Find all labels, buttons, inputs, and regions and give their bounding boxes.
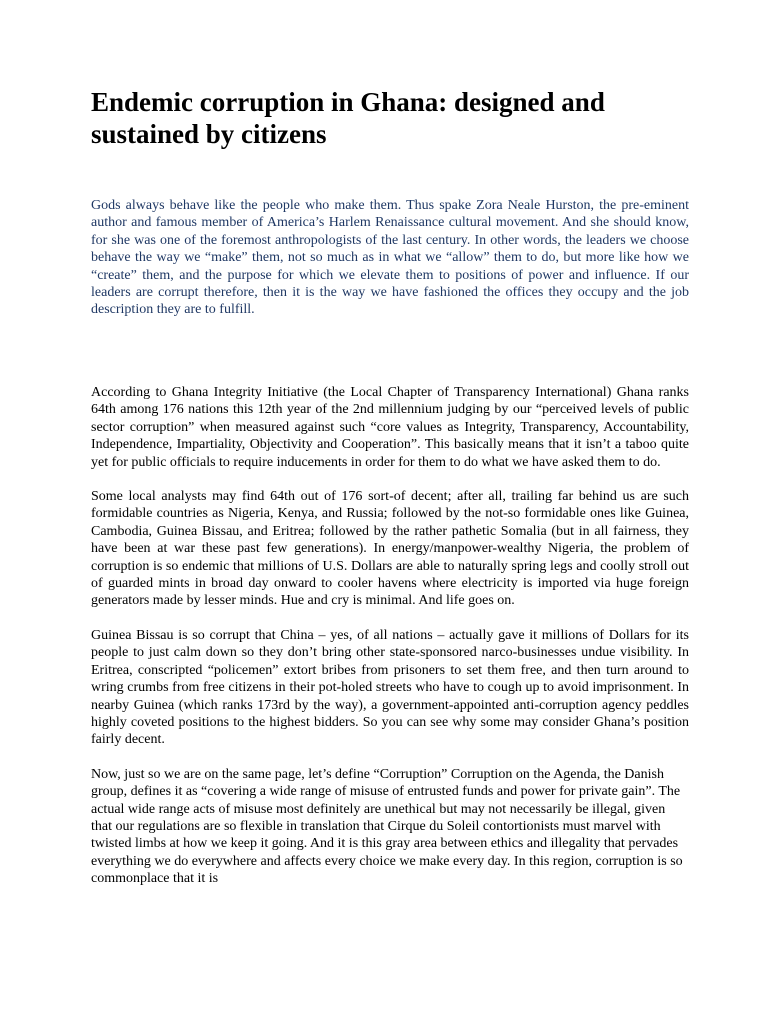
article-body: [91, 384, 689, 888]
body-paragraph-1: According to Ghana Integrity Initiative (the Local Chapter of Transparency International) Ghana ranks 64th among 176 nations this 12th year of the 2nd millennium judging by our “perceived levels of public sector corruption” when measured against such “core values as Integrity, Transparency, Accountability, Independence, Impartiality, Objectivity and Cooperation”. This basically means that it isn’t a taboo quite yet for public officials to require inducements in order for them to do what we have asked them to do.: [91, 385, 689, 470]
body-paragraph-3: Guinea Bissau is so corrupt that China – yes, of all nations – actually gave it millions of Dollars for its people to just calm down so they don’t bring other state-sponsored narco-businesses undue visibility. In Eritrea, conscripted “policemen” extort bribes from prisoners to set them free, and then turn around to wring crumbs from free citizens in their pot-holed streets who have to cough up to avoid imprisonment. In nearby Guinea (which ranks 173rd by the way), a government-appointed anti-corruption agency peddles highly coveted positions to the highest bidders. So you can see why some may consider Ghana’s position fairly decent.: [91, 627, 689, 748]
article-title: Endemic corruption in Ghana: designed and sustained by citizens: [91, 87, 605, 149]
body-paragraph-4: Now, just so we are on the same page, let’s define “Corruption” Corruption on the Agenda, the Danish group, defines it as “covering a wide range of misuse of entrusted funds and power for private gain”. The actual wide range acts of misuse most definitely are unethical but may not necessarily be illegal, given that our regulations are so flexible in translation that Cirque du Soleil contortionists must marvel with twisted limbs at how we keep it going. And it is this gray area between ethics and illegality that pervades everything we do everywhere and affects every choice we make every day. In this region, corruption is so commonplace that it is: [91, 766, 683, 887]
lead-paragraph: Gods always behave like the people who make them. Thus spake Zora Neale Hurston, the pre-eminent author and famous member of America’s Harlem Renaissance cultural movement. And she should know, for she was one of the foremost anthropologists of the last century. In other words, the leaders we choose behave the way we “make” them, not so much as in what we “allow” them to do, but more like how we “create” them, and the purpose for which we elevate them to positions of power and influence. If our leaders are corrupt therefore, then it is the way we have fashioned the offices they occupy and the job description they are to fulfill.: [91, 198, 689, 318]
body-paragraph-2: Some local analysts may find 64th out of 176 sort-of decent; after all, trailing far behind us are such formidable countries as Nigeria, Kenya, and Russia; followed by the not-so formidable ones like Guinea, Cambodia, Guinea Bissau, and Eritrea; followed by the rather pathetic Somalia (but in all fairness, they have been at war these past few generations). In energy/manpower-wealthy Nigeria, the problem of corruption is so endemic that millions of U.S. Dollars are able to naturally spring legs and coolly stroll out of guarded mints in broad day onward to cooler havens where electricity is imported via huge foreign generators made by lesser minds. Hue and cry is minimal. And life goes on.: [91, 489, 689, 609]
